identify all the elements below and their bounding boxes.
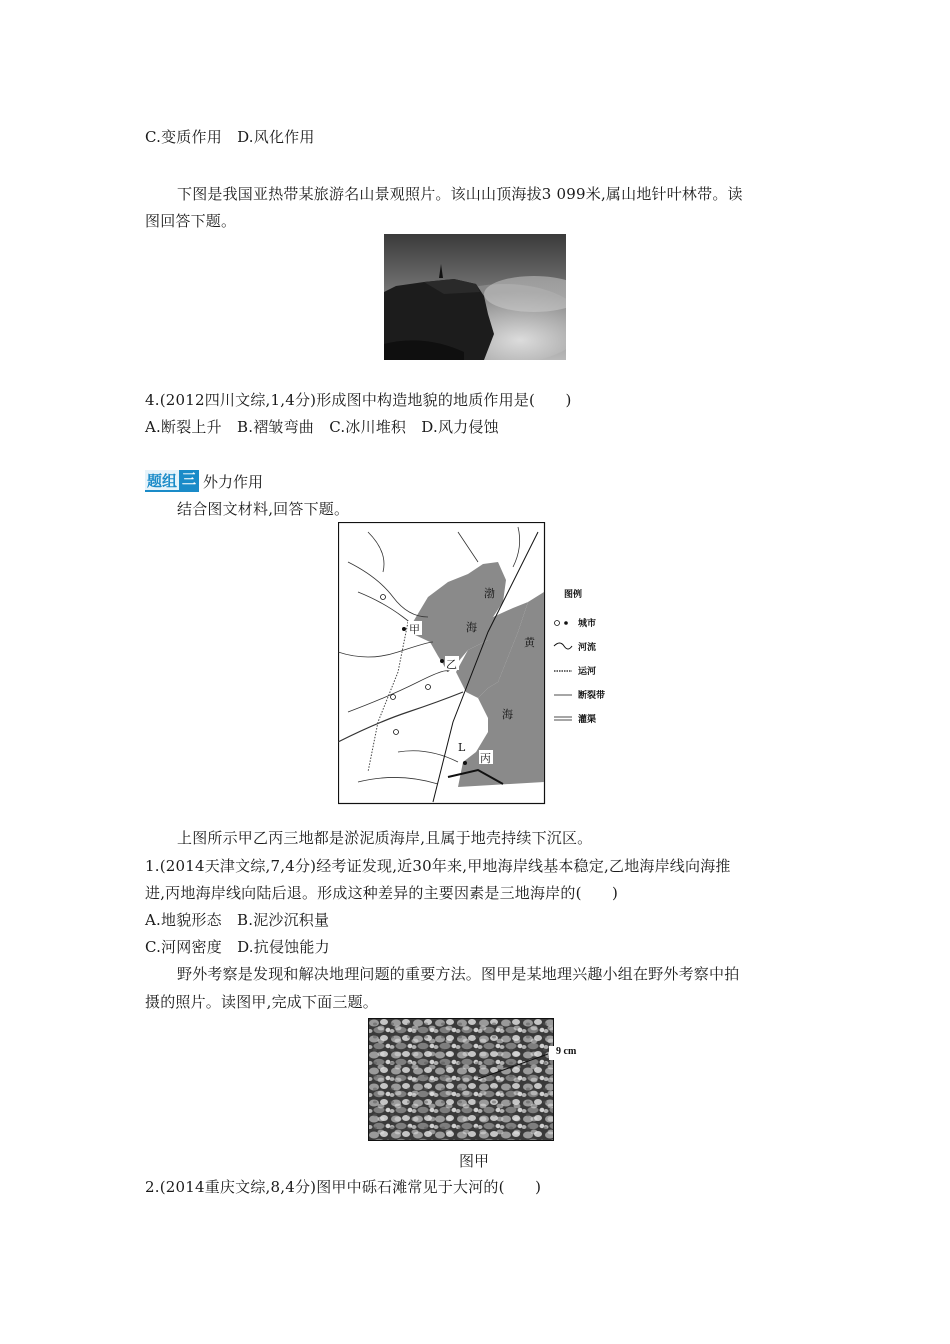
legend-fault: 断裂带 [578, 691, 606, 701]
section-title: 外力作用 [203, 472, 264, 491]
legend-river: 河流 [578, 643, 597, 653]
map-city-yi: 乙 [446, 658, 457, 671]
question-4-options: A.断裂上升 B.褶皱弯曲 C.冰川堆积 D.风力侵蚀 [145, 418, 499, 436]
question-2-stem: 2.(2014重庆文综,8,4分)图甲中砾石滩常见于大河的( ) [145, 1178, 542, 1196]
map-city-l: L [458, 741, 466, 754]
intro-paragraph-line1: 下图是我国亚热带某旅游名山景观照片。该山山顶海拔3 099米,属山地针叶林带。读 [177, 185, 743, 203]
question-4-stem: 4.(2012四川文综,1,4分)形成图中构造地貌的地质作用是( ) [145, 391, 572, 409]
map-label-hai1: 海 [466, 621, 477, 634]
map-label-huang: 黄 [524, 636, 535, 649]
question-1-stem-line1: 1.(2014天津文综,7,4分)经考证发现,近30年来,甲地海岸线基本稳定,乙地海岸线向海推 [145, 857, 731, 875]
legend-title: 图例 [564, 590, 583, 600]
section-badge [145, 470, 199, 492]
map-label-hai2: 海 [502, 708, 513, 721]
section-badge-number: 三 [179, 470, 199, 490]
section-intro: 结合图文材料,回答下题。 [177, 500, 350, 518]
figure-caption: 图甲 [459, 1152, 490, 1170]
photo-scale-label: 9 cm [556, 1046, 577, 1057]
bohai-map [338, 522, 608, 805]
intro-paragraph-line2: 图回答下题。 [145, 212, 237, 230]
legend-canal: 运河 [578, 667, 597, 677]
section-heading [145, 470, 263, 492]
question-1-options-line2: C.河网密度 D.抗侵蚀能力 [145, 938, 330, 956]
map-description: 上图所示甲乙丙三地都是淤泥质海岸,且属于地壳持续下沉区。 [177, 829, 593, 847]
map-city-jia: 甲 [409, 623, 420, 636]
map-label-bo: 渤 [484, 587, 495, 600]
field-intro-line2: 摄的照片。读图甲,完成下面三题。 [145, 993, 378, 1011]
pebble-photo [368, 1018, 554, 1141]
mountain-photo [384, 234, 566, 360]
question-1-options-line1: A.地貌形态 B.泥沙沉积量 [145, 911, 330, 929]
map-city-bing: 丙 [480, 752, 491, 765]
prev-options: C.变质作用 D.风化作用 [145, 128, 315, 146]
legend-irrigation: 灌渠 [578, 715, 597, 725]
legend-city: 城市 [578, 619, 597, 629]
field-intro-line1: 野外考察是发现和解决地理问题的重要方法。图甲是某地理兴趣小组在野外考察中拍 [177, 965, 740, 983]
question-1-stem-line2: 进,丙地海岸线向陆后退。形成这种差异的主要因素是三地海岸的( ) [145, 884, 619, 902]
section-badge-label: 题组 [147, 471, 178, 490]
